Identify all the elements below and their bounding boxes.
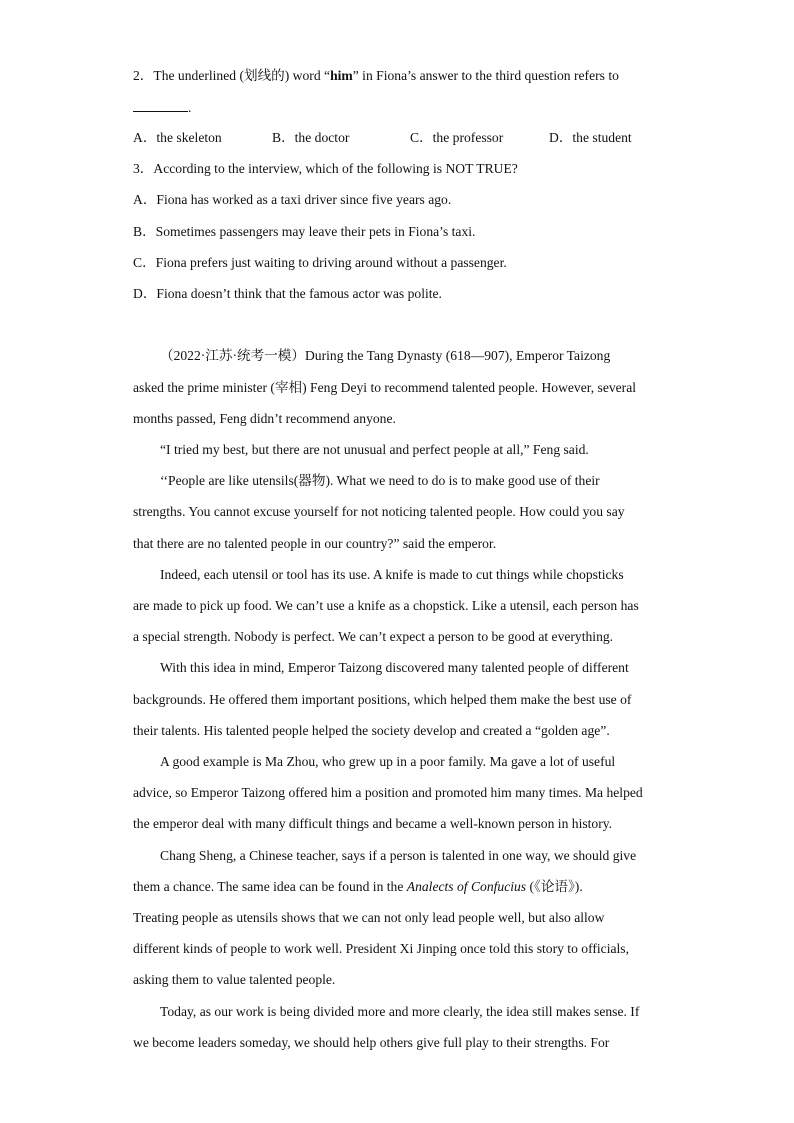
answer-blank-line: . — [133, 99, 191, 116]
passage-line: asked the prime minister (宰相) Feng Deyi to recommend talented people. However, several — [133, 380, 637, 395]
passage-line: backgrounds. He offered them important positions, which helped them make the best use of — [133, 692, 632, 707]
passage-line: “I tried my best, but there are not unusual and perfect people at all,” Feng said. — [160, 442, 589, 457]
answer-blank — [133, 99, 188, 112]
passage-line: a special strength. Nobody is perfect. We can’t expect a person to be good at everything. — [133, 629, 614, 644]
q3-option-d[interactable]: D．Fiona doesn’t think that the famous actor was polite. — [133, 286, 442, 301]
q3-option-a[interactable]: A．Fiona has worked as a taxi driver since five years ago. — [133, 192, 452, 207]
passage-line: advice, so Emperor Taizong offered him a position and promoted him many times. Ma helped — [133, 785, 643, 800]
question-2-stem: 2．The underlined (划线的) word “him” in Fiona’s answer to the third question refers to — [133, 68, 619, 83]
passage-line: that there are no talented people in our country?” said the emperor. — [133, 536, 497, 551]
passage-line: asking them to value talented people. — [133, 972, 336, 987]
passage-line: strengths. You cannot excuse yourself for not noticing talented people. How could you say — [133, 504, 625, 519]
passage-line: A good example is Ma Zhou, who grew up in a poor family. Ma gave a lot of useful — [160, 754, 616, 769]
passage-line: are made to pick up food. We can’t use a knife as a chopstick. Like a utensil, each person has — [133, 598, 639, 613]
passage-line: the emperor deal with many difficult things and became a well-known person in history. — [133, 816, 613, 831]
q2-option-a[interactable]: A．the skeleton — [133, 130, 222, 145]
book-title: Analects of Confucius — [406, 879, 527, 894]
q2-option-d[interactable]: D．the student — [549, 130, 632, 145]
passage-line: different kinds of people to work well. President Xi Jinping once told this story to officials, — [133, 941, 629, 956]
passage-line: （2022·江苏·统考一模）During the Tang Dynasty (618—907), Emperor Taizong — [160, 348, 611, 363]
q3-option-b[interactable]: B．Sometimes passengers may leave their pets in Fiona’s taxi. — [133, 224, 476, 239]
passage-line: Chang Sheng, a Chinese teacher, says if a person is talented in one way, we should give — [160, 848, 637, 863]
passage-line: Indeed, each utensil or tool has its use. A knife is made to cut things while chopsticks — [160, 567, 624, 582]
passage-line: With this idea in mind, Emperor Taizong discovered many talented people of different — [160, 660, 629, 675]
q2-option-b[interactable]: B．the doctor — [272, 130, 350, 145]
question-2-options — [0, 130, 794, 146]
passage-line: months passed, Feng didn’t recommend anyone. — [133, 411, 396, 426]
passage-line-analects: them a chance. The same idea can be found in the Analects of Confucius (《论语》). — [133, 879, 583, 894]
question-3-stem: 3．According to the interview, which of the following is NOT TRUE? — [133, 161, 518, 176]
passage-line: Treating people as utensils shows that we can not only lead people well, but also allow — [133, 910, 605, 925]
passage-line: their talents. His talented people helped the society develop and created a “golden age”. — [133, 723, 610, 738]
passage-line: ‘‘People are like utensils(器物). What we need to do is to make good use of their — [160, 473, 600, 488]
passage-line: we become leaders someday, we should help others give full play to their strengths. For — [133, 1035, 610, 1050]
q3-option-c[interactable]: C．Fiona prefers just waiting to driving around without a passenger. — [133, 255, 507, 270]
passage-line: Today, as our work is being divided more and more clearly, the idea still makes sense. If — [160, 1004, 640, 1019]
q2-option-c[interactable]: C．the professor — [410, 130, 504, 145]
underlined-word: him — [330, 68, 353, 83]
